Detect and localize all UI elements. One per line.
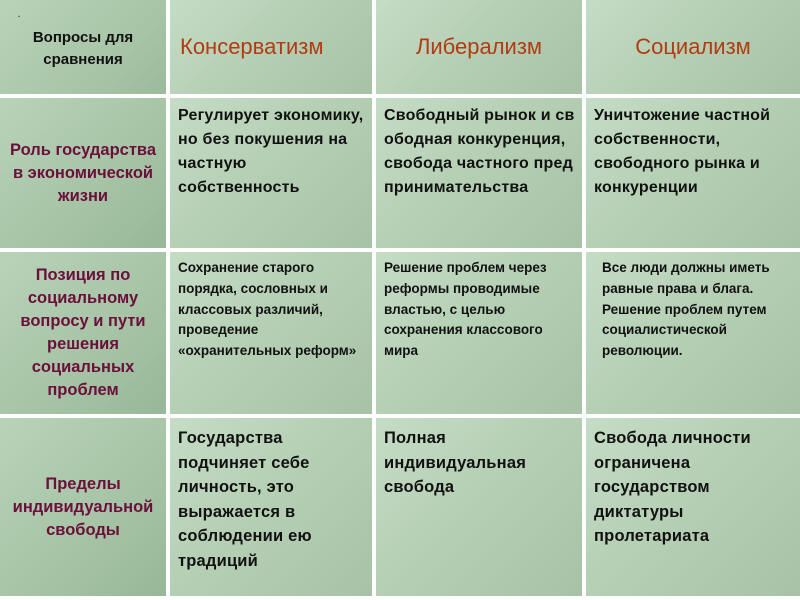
column-header-conservatism: Консерватизм <box>170 0 376 98</box>
corner-mark: . <box>18 10 21 19</box>
column-header-socialism: Социализм <box>586 0 800 98</box>
cell-socialism-social: Все люди должны иметь равные права и блага. Решение проблем путем социалистической революции. <box>586 252 800 418</box>
cell-liberalism-freedom: Полная индивидуальная свобода <box>376 418 586 600</box>
cell-liberalism-social: Решение проблем через реформы проводимые властью, с целью сохранения классового мира <box>376 252 586 418</box>
cell-conservatism-economy: Регулирует экономику, но без покушения на частную собственность <box>170 98 376 252</box>
cell-socialism-economy: Уничтожение частной собственности, свободного рынка и конкуренции <box>586 98 800 252</box>
row-header-freedom: Пределы индивидуальной свободы <box>0 418 170 600</box>
row-header-social: Позиция по социальному вопросу и пути решения социальных проблем <box>0 252 170 418</box>
row-header-economy: Роль государства в экономической жизни <box>0 98 170 252</box>
cell-conservatism-freedom: Государства подчиняет себе личность, это выражается в соблюдении ею традиций <box>170 418 376 600</box>
cell-conservatism-social: Сохранение старого порядка, сословных и классовых различий, проведение «охранительных реформ» <box>170 252 376 418</box>
cell-socialism-freedom: Свобода личности ограничена государством диктатуры пролетариата <box>586 418 800 600</box>
corner-label: Вопросы для сравнения <box>32 29 134 68</box>
cell-liberalism-economy: Свободный рынок и свободная конкуренция, свобода частного предпринимательства <box>376 98 586 252</box>
corner-header-cell <box>0 0 170 98</box>
column-header-liberalism: Либерализм <box>376 0 586 98</box>
